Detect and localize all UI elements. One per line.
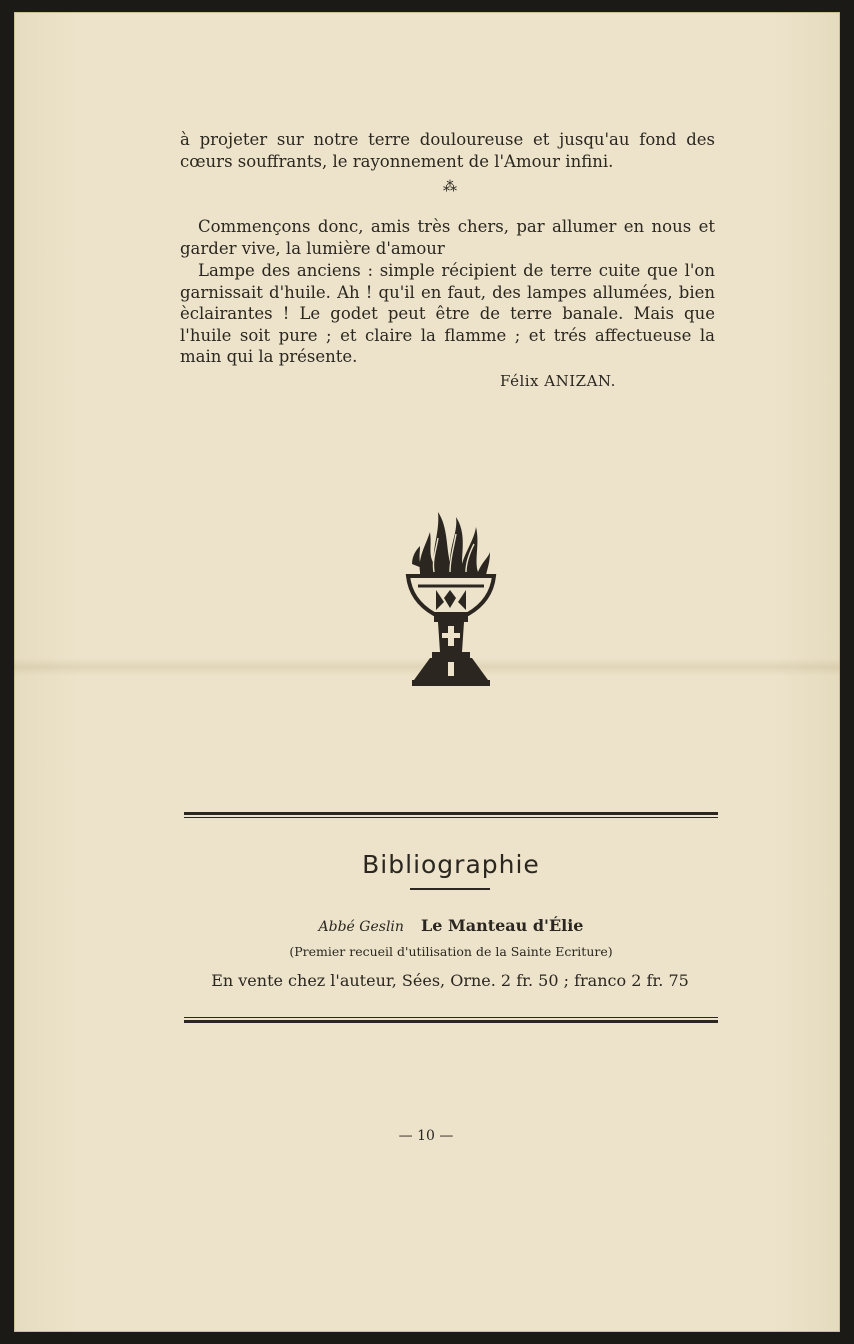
page-number: — 10 — xyxy=(398,1128,454,1144)
paragraph-3: Lampe des anciens : simple récipient de terre cuite que l'on garnissait d'huile. Ah ! qu'il en faut, des lampes allumées, bien èclairantes ! Le godet peut être de terre banale. Mais que l'huile soit pure ; et claire la flamme ; et trés affectueuse la main qui la présente. xyxy=(180,261,715,366)
bibliography-entry xyxy=(184,916,718,935)
paragraph-1: à projeter sur notre terre douloureuse et jusqu'au fond des cœurs souffrants, le rayonnement de l'Amour infini. xyxy=(180,130,715,171)
book-author: Abbé Geslin xyxy=(318,919,404,935)
divider-top xyxy=(184,812,718,818)
oil-lamp-illustration xyxy=(390,502,510,692)
sale-info: En vente chez l'auteur, Sées, Orne. 2 fr. 50 ; franco 2 fr. 75 xyxy=(211,971,689,990)
divider-bottom xyxy=(184,1017,718,1023)
signature: Félix ANIZAN. xyxy=(500,372,616,390)
title-underline xyxy=(410,888,490,890)
book-title: Le Manteau d'Élie xyxy=(421,916,584,935)
bibliography-title: Bibliographie xyxy=(362,850,540,879)
book-subtitle: (Premier recueil d'utilisation de la Sainte Ecriture) xyxy=(289,944,613,959)
section-stars: ⁂ xyxy=(443,179,457,195)
paragraph-2: Commençons donc, amis très chers, par allumer en nous et garder vive, la lumière d'amour xyxy=(180,217,715,258)
